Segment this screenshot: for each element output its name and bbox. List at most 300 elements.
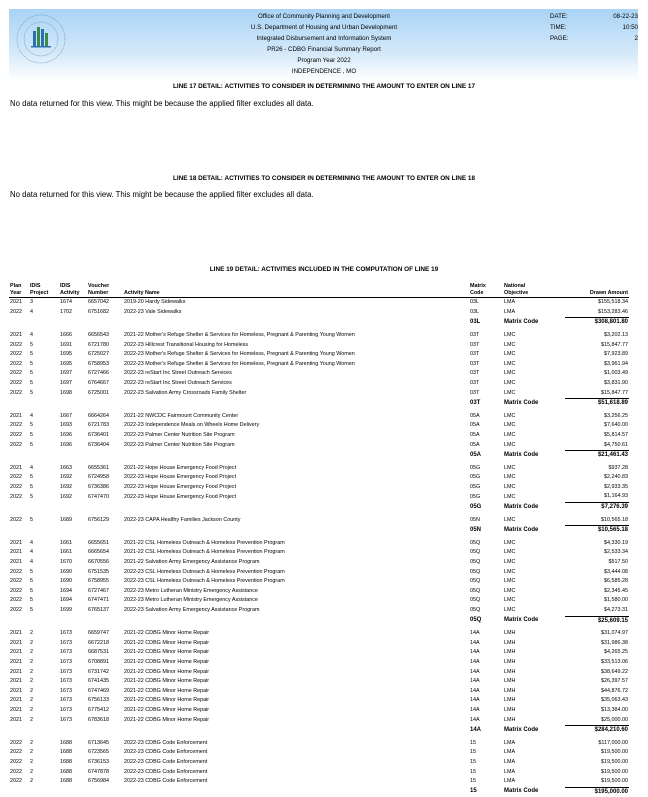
idis-project-cell: 2 [30, 739, 33, 746]
matrix-code-cell: 03T [470, 370, 480, 377]
drawn-amount-cell: $31,986.38 [601, 639, 628, 646]
idis-project-cell: 5 [30, 474, 33, 481]
activity-name-cell: 2021-22 CSL Homeless Outreach & Homeless Prevention Program [124, 549, 285, 556]
voucher-number-cell: 6736386 [88, 483, 109, 490]
plan-year-cell: 2021 [10, 668, 22, 675]
plan-year-cell: 2022 [10, 431, 22, 438]
drawn-amount-cell: $19,500.00 [601, 749, 628, 756]
drawn-amount-cell: $1,003.49 [604, 370, 628, 377]
line19-title: LINE 19 DETAIL: ACTIVITIES INCLUDED IN THE COMPUTATION OF LINE 19 [209, 266, 439, 273]
idis-activity-cell: 1666 [60, 331, 72, 338]
subtotal-label: Matrix Code [504, 503, 539, 510]
table-row [9, 308, 629, 318]
activity-name-cell: 2022-23 Palmer Center Nutrition Site Program [124, 431, 235, 438]
drawn-amount-cell: $2,345.45 [604, 587, 628, 594]
voucher-number-cell: 6756129 [88, 516, 109, 523]
activity-name-cell: 2022-23 Independence Meals on Wheels Home Delivery [124, 422, 260, 429]
col-national-objective: National Objective [503, 283, 565, 298]
idis-activity-cell: 1689 [60, 516, 72, 523]
matrix-code-cell: 03T [470, 331, 480, 338]
plan-year-cell: 2022 [10, 568, 22, 575]
idis-project-cell: 4 [30, 539, 33, 546]
activity-name-cell: 2021-22 CDBG Minor Home Repair [124, 639, 210, 646]
matrix-code-cell: 05Q [470, 568, 481, 575]
drawn-amount-cell: $26,397.57 [601, 678, 628, 685]
plan-year-cell: 2022 [10, 379, 22, 386]
idis-activity-cell: 1673 [60, 687, 72, 694]
table-row [9, 677, 629, 687]
activity-name-cell: 2022-23 CDBG Code Enforcement [124, 739, 208, 746]
idis-project-cell: 4 [30, 309, 33, 316]
drawn-amount-cell: $517.50 [608, 559, 628, 566]
subtotal-label: Matrix Code [504, 726, 539, 733]
matrix-code-subtotal-row [9, 399, 629, 409]
voucher-number-cell: 6724958 [88, 474, 109, 481]
idis-project-cell: 5 [30, 370, 33, 377]
national-objective-cell: LMA [504, 749, 516, 756]
table-row [9, 548, 629, 558]
idis-activity-cell: 1663 [60, 464, 72, 471]
voucher-number-cell: 6727466 [88, 370, 109, 377]
activity-name-cell: 2021-22 Mother's Refuge Shelter & Services for Homeless, Pregnant & Parenting Young Women [124, 331, 355, 338]
idis-project-cell: 5 [30, 431, 33, 438]
table-row [9, 629, 629, 639]
national-objective-cell: LMH [504, 639, 516, 646]
idis-activity-cell: 1692 [60, 493, 72, 500]
idis-project-cell: 5 [30, 597, 33, 604]
table-row [9, 473, 629, 483]
drawn-amount-cell: $3,444.08 [604, 568, 628, 575]
national-objective-cell: LMC [504, 412, 516, 419]
voucher-number-cell: 6751535 [88, 568, 109, 575]
activity-name-cell: 2022-23 CSL Homeless Outreach & Homeless Prevention Program [124, 568, 285, 575]
idis-activity-cell: 1673 [60, 658, 72, 665]
idis-project-cell: 5 [30, 341, 33, 348]
idis-activity-cell: 1694 [60, 587, 72, 594]
voucher-number-cell: 6721780 [88, 341, 109, 348]
drawn-amount-cell: $4,330.19 [604, 539, 628, 546]
table-row [9, 706, 629, 716]
plan-year-cell: 2022 [10, 474, 22, 481]
idis-activity-cell: 1696 [60, 431, 72, 438]
matrix-code-subtotal-row [9, 503, 629, 513]
matrix-code-cell: 15 [470, 758, 476, 765]
table-row [9, 539, 629, 549]
idis-project-cell: 5 [30, 389, 33, 396]
drawn-amount-cell: $7,923.89 [604, 351, 628, 358]
activity-name-cell: 2022-23 CDBG Code Enforcement [124, 758, 208, 765]
national-objective-cell: LMC [504, 341, 516, 348]
drawn-amount-cell: $155,518.34 [598, 299, 628, 306]
voucher-number-cell: 6756984 [88, 778, 109, 785]
national-objective-cell: LMC [504, 539, 516, 546]
subtotal-code: 05Q [470, 617, 482, 624]
idis-project-cell: 5 [30, 483, 33, 490]
voucher-number-cell: 6731742 [88, 668, 109, 675]
matrix-code-cell: 14A [470, 630, 480, 637]
idis-project-cell: 3 [30, 299, 33, 306]
matrix-code-cell: 14A [470, 658, 480, 665]
idis-activity-cell: 1695 [60, 351, 72, 358]
plan-year-cell: 2021 [10, 549, 22, 556]
voucher-number-cell: 6747471 [88, 597, 109, 604]
plan-year-cell: 2021 [10, 697, 22, 704]
matrix-code-cell: 05G [470, 464, 481, 471]
idis-project-cell: 2 [30, 668, 33, 675]
idis-project-cell: 5 [30, 360, 33, 367]
national-objective-cell: LMC [504, 559, 516, 566]
idis-activity-cell: 1693 [60, 422, 72, 429]
drawn-amount-cell: $2,533.34 [604, 549, 628, 556]
table-row [9, 379, 629, 389]
plan-year-cell: 2021 [10, 559, 22, 566]
idis-activity-cell: 1673 [60, 630, 72, 637]
col-matrix-code: Matrix Code [469, 283, 503, 298]
drawn-amount-cell: $1,580.00 [604, 597, 628, 604]
voucher-number-cell: 6723565 [88, 749, 109, 756]
matrix-code-subtotal-row [9, 787, 629, 797]
table-row [9, 777, 629, 787]
table-row [9, 577, 629, 587]
drawn-amount-cell: $3,961.94 [604, 360, 628, 367]
matrix-code-cell: 05A [470, 412, 480, 419]
subtotal-label: Matrix Code [504, 451, 539, 458]
drawn-amount-cell: $117,000.00 [598, 739, 628, 746]
report-name: PR26 - CDBG Financial Summary Report [267, 46, 381, 53]
activity-name-cell: 2021-22 CDBG Minor Home Repair [124, 697, 210, 704]
matrix-code-subtotal-row [9, 451, 629, 461]
subtotal-code: 05N [470, 527, 482, 533]
table-row [9, 596, 629, 606]
plan-year-cell: 2021 [10, 331, 22, 338]
plan-year-cell: 2021 [10, 649, 22, 656]
idis-project-cell: 5 [30, 516, 33, 523]
matrix-code-cell: 14A [470, 697, 480, 704]
subtotal-amount: $195,000.00 [594, 788, 628, 795]
matrix-code-cell: 05Q [470, 549, 481, 556]
national-objective-cell: LMA [504, 739, 516, 746]
table-row [9, 412, 629, 422]
activity-name-cell: 2022-23 CAPA Healthy Families Jackson County [124, 516, 241, 523]
national-objective-cell: LMA [504, 768, 516, 775]
national-objective-cell: LMA [504, 309, 516, 316]
table-row [9, 369, 629, 379]
idis-activity-cell: 1688 [60, 739, 72, 746]
national-objective-cell: LMC [504, 360, 516, 367]
meta-time: TIME: 10:50 [550, 24, 638, 31]
table-row [9, 716, 629, 726]
activity-name-cell: 2019-20 Hardy Sidewalks [124, 299, 186, 306]
matrix-code-cell: 05A [470, 441, 480, 448]
col-drawn-amount: Drawn Amount [565, 283, 629, 298]
subtotal-label: Matrix Code [504, 617, 539, 624]
plan-year-cell: 2022 [10, 516, 22, 523]
plan-year-cell: 2022 [10, 597, 22, 604]
idis-activity-cell: 1673 [60, 706, 72, 713]
table-row [9, 668, 629, 678]
matrix-code-cell: 05A [470, 422, 480, 429]
subtotal-amount: $308,801.80 [594, 319, 628, 326]
idis-activity-cell: 1674 [60, 299, 72, 306]
activity-name-cell: 2022-23 reStart Inc Street Outreach Services [124, 379, 232, 386]
drawn-amount-cell: $153,283.46 [565, 308, 629, 318]
voucher-number-cell: 6659747 [88, 630, 109, 637]
idis-project-cell: 2 [30, 697, 33, 704]
national-objective-cell: LMC [504, 474, 516, 481]
idis-project-cell: 5 [30, 493, 33, 500]
subtotal-label: Matrix Code [504, 527, 539, 533]
idis-project-cell: 5 [30, 379, 33, 386]
national-objective-cell: LMC [504, 597, 516, 604]
plan-year-cell: 2021 [10, 299, 22, 306]
national-objective-cell: LMH [504, 658, 516, 665]
agency-department: U.S. Department of Housing and Urban Development [250, 24, 398, 31]
idis-activity-cell: 1673 [60, 649, 72, 656]
matrix-code-cell: 03T [470, 379, 480, 386]
national-objective-cell: LMC [504, 370, 516, 377]
table-row [9, 389, 629, 399]
meta-page: PAGE: 2 [550, 35, 638, 42]
col-plan-year: Plan Year [9, 283, 29, 298]
voucher-number-cell: 6655361 [88, 464, 109, 471]
idis-project-cell: 5 [30, 587, 33, 594]
subtotal-amount: $7,276.39 [601, 504, 628, 511]
plan-year-cell: 2022 [10, 341, 22, 348]
idis-activity-cell: 1698 [60, 389, 72, 396]
idis-activity-cell: 1692 [60, 474, 72, 481]
voucher-number-cell: 6655651 [88, 539, 109, 546]
matrix-code-cell: 03T [470, 360, 480, 367]
voucher-number-cell: 6727467 [88, 587, 109, 594]
activity-name-cell: 2021-22 CDBG Minor Home Repair [124, 668, 210, 675]
voucher-number-cell: 6656543 [88, 331, 109, 338]
table-row [9, 464, 629, 474]
idis-project-cell: 2 [30, 706, 33, 713]
matrix-code-cell: 05G [470, 493, 481, 500]
line17-title: LINE 17 DETAIL: ACTIVITIES TO CONSIDER IN DETERMINING THE AMOUNT TO ENTER ON LINE 17 [172, 83, 476, 90]
national-objective-cell: LMC [504, 587, 516, 594]
matrix-code-cell: 15 [470, 768, 476, 775]
col-voucher-number: Voucher Number [87, 283, 123, 298]
idis-activity-cell: 1667 [60, 412, 72, 419]
national-objective-cell: LMC [504, 516, 516, 523]
national-objective-cell: LMC [504, 483, 516, 490]
table-header-row [9, 283, 629, 298]
voucher-number-cell: 6751682 [88, 309, 109, 316]
activity-name-cell: 2021-22 CDBG Minor Home Repair [124, 716, 210, 723]
activity-name-cell: 2022-23 Palmer Center Nutrition Site Program [124, 441, 235, 448]
activity-name-cell: 2022-23 Salvation Army Emergency Assistance Program [124, 607, 260, 614]
matrix-code-cell: 03T [470, 389, 480, 396]
activity-name-cell: 2022-23 CDBG Code Enforcement [124, 778, 208, 785]
voucher-number-cell: 6756133 [88, 697, 109, 704]
plan-year-cell: 2022 [10, 578, 22, 585]
national-objective-cell: LMH [504, 649, 516, 656]
activity-name-cell: 2022-23 reStart Inc Street Outreach Services [124, 370, 232, 377]
plan-year-cell: 2021 [10, 539, 22, 546]
voucher-number-cell: 6725027 [88, 351, 109, 358]
national-objective-cell: LMH [504, 678, 516, 685]
matrix-code-cell: 03L [470, 299, 479, 306]
activity-name-cell: 2021-22 CDBG Minor Home Repair [124, 630, 210, 637]
national-objective-cell: LMC [504, 422, 516, 429]
table-row [9, 441, 629, 451]
plan-year-cell: 2021 [10, 678, 22, 685]
table-row [9, 758, 629, 768]
matrix-code-cell: 05G [470, 474, 481, 481]
program-year: Program Year 2022 [297, 57, 351, 64]
plan-year-cell: 2022 [10, 389, 22, 396]
matrix-code-cell: 14A [470, 716, 480, 723]
plan-year-cell: 2021 [10, 639, 22, 646]
idis-project-cell: 2 [30, 639, 33, 646]
idis-project-cell: 2 [30, 678, 33, 685]
idis-project-cell: 5 [30, 568, 33, 575]
idis-project-cell: 5 [30, 607, 33, 614]
national-objective-cell: LMC [504, 431, 516, 438]
table-row [9, 360, 629, 370]
matrix-code-cell: 05Q [470, 597, 481, 604]
national-objective-cell: LMC [504, 441, 516, 448]
subtotal-code: 05A [470, 451, 482, 458]
col-idis-project: IDIS Project [29, 283, 59, 298]
voucher-number-cell: 6747878 [88, 768, 109, 775]
plan-year-cell: 2022 [10, 351, 22, 358]
drawn-amount-cell: $2,933.35 [604, 483, 628, 490]
idis-activity-cell: 1696 [60, 441, 72, 448]
system-name: Integrated Disbursement and Information System [256, 35, 392, 42]
idis-activity-cell: 1691 [60, 341, 72, 348]
national-objective-cell: LMC [504, 389, 516, 396]
national-objective-cell: LMC [504, 578, 516, 585]
plan-year-cell: 2021 [10, 464, 22, 471]
idis-activity-cell: 1695 [60, 360, 72, 367]
idis-activity-cell: 1702 [60, 309, 72, 316]
voucher-number-cell: 6670556 [88, 559, 109, 566]
drawn-amount-cell: $2,240.83 [604, 474, 628, 481]
table-row [9, 516, 629, 526]
drawn-amount-cell: $6,585.28 [604, 578, 628, 585]
activity-name-cell: 2022-23 Mother's Refuge Shelter & Services for Homeless, Pregnant & Parenting Young Women [124, 360, 355, 367]
activity-name-cell: 2022-23 Hope House Emergency Food Project [124, 493, 237, 500]
matrix-code-cell: 03T [470, 351, 480, 358]
drawn-amount-cell: $4,273.31 [565, 606, 629, 616]
plan-year-cell: 2021 [10, 630, 22, 637]
activity-name-cell: 2022-23 CSL Homeless Outreach & Homeless Prevention Program [124, 578, 285, 585]
matrix-code-cell: 03T [470, 341, 480, 348]
national-objective-cell: LMC [504, 379, 516, 386]
plan-year-cell: 2022 [10, 370, 22, 377]
table-row [9, 696, 629, 706]
drawn-amount-cell: $3,831.90 [604, 379, 628, 386]
table-row [9, 739, 629, 749]
voucher-number-cell: 6725001 [88, 389, 109, 396]
voucher-number-cell: 6713645 [88, 739, 109, 746]
idis-activity-cell: 1661 [60, 549, 72, 556]
idis-activity-cell: 1697 [60, 379, 72, 386]
idis-project-cell: 2 [30, 768, 33, 775]
matrix-code-subtotal-row [9, 318, 629, 328]
idis-activity-cell: 1688 [60, 749, 72, 756]
drawn-amount-cell: $33,513.06 [601, 658, 628, 665]
table-row [9, 341, 629, 351]
activity-name-cell: 2022-23 CDBG Code Enforcement [124, 768, 208, 775]
activity-name-cell: 2022-23 Hillcrest Transitional Housing for Homeless [124, 341, 249, 348]
voucher-number-cell: 6758955 [88, 578, 109, 585]
national-objective-cell: LMH [504, 706, 516, 713]
subtotal-code: 03L [470, 319, 481, 326]
plan-year-cell: 2021 [10, 706, 22, 713]
idis-project-cell: 5 [30, 578, 33, 585]
matrix-code-cell: 14A [470, 649, 480, 656]
national-objective-cell: LMC [504, 493, 516, 500]
activity-name-cell: 2022-23 Salvation Army Crossroads Family Shelter [124, 389, 247, 396]
matrix-code-cell: 05Q [470, 578, 481, 585]
drawn-amount-cell: $19,500.00 [565, 777, 629, 787]
subtotal-code: 03T [470, 399, 481, 406]
national-objective-cell: LMC [504, 351, 516, 358]
drawn-amount-cell: $15,847.77 [565, 389, 629, 399]
plan-year-cell: 2022 [10, 309, 22, 316]
matrix-code-cell: 15 [470, 778, 476, 785]
activity-name-cell: 2022-23 Mother's Refuge Shelter & Services for Homeless, Pregnant & Parenting Young Women [124, 351, 355, 358]
activity-name-cell: 2022-23 Metro Lutheran Ministry Emergency Assistance [124, 587, 258, 594]
national-objective-cell: LMH [504, 697, 516, 704]
idis-activity-cell: 1688 [60, 768, 72, 775]
idis-project-cell: 5 [30, 422, 33, 429]
matrix-code-cell: 05Q [470, 607, 481, 614]
idis-activity-cell: 1699 [60, 607, 72, 614]
table-row [9, 748, 629, 758]
idis-project-cell: 4 [30, 331, 33, 338]
matrix-code-cell: 05N [470, 516, 480, 523]
plan-year-cell: 2021 [10, 716, 22, 723]
plan-year-cell: 2022 [10, 778, 22, 785]
report-title-block [209, 11, 439, 77]
idis-activity-cell: 1688 [60, 778, 72, 785]
voucher-number-cell: 6672218 [88, 639, 109, 646]
drawn-amount-cell: $15,847.77 [601, 341, 628, 348]
subtotal-code: 05G [470, 503, 482, 510]
drawn-amount-cell: $5,814.57 [604, 431, 628, 438]
idis-activity-cell: 1688 [60, 758, 72, 765]
idis-activity-cell: 1661 [60, 539, 72, 546]
drawn-amount-cell: $35,063.43 [601, 697, 628, 704]
drawn-amount-cell: $13,384.00 [601, 706, 628, 713]
table-row [9, 483, 629, 493]
idis-project-cell: 4 [30, 464, 33, 471]
national-objective-cell: LMC [504, 464, 516, 471]
matrix-code-cell: 03L [470, 309, 479, 316]
subtotal-amount: $51,618.89 [597, 400, 628, 407]
idis-project-cell: 2 [30, 778, 33, 785]
idis-project-cell: 2 [30, 716, 33, 723]
drawn-amount-cell: $7,640.00 [604, 422, 628, 429]
voucher-number-cell: 6736404 [88, 441, 109, 448]
table-row [9, 568, 629, 578]
matrix-code-subtotal-row [9, 616, 629, 626]
idis-project-cell: 4 [30, 412, 33, 419]
drawn-amount-cell: $1,164.93 [565, 492, 629, 502]
drawn-amount-cell: $44,876.72 [601, 687, 628, 694]
meta-date: DATE: 08-22-23 [550, 13, 638, 20]
matrix-code-cell: 14A [470, 687, 480, 694]
voucher-number-cell: 6736153 [88, 758, 109, 765]
table-row [9, 431, 629, 441]
idis-project-cell: 2 [30, 687, 33, 694]
drawn-amount-cell: $38,649.22 [601, 668, 628, 675]
subtotal-code: 14A [470, 726, 482, 733]
